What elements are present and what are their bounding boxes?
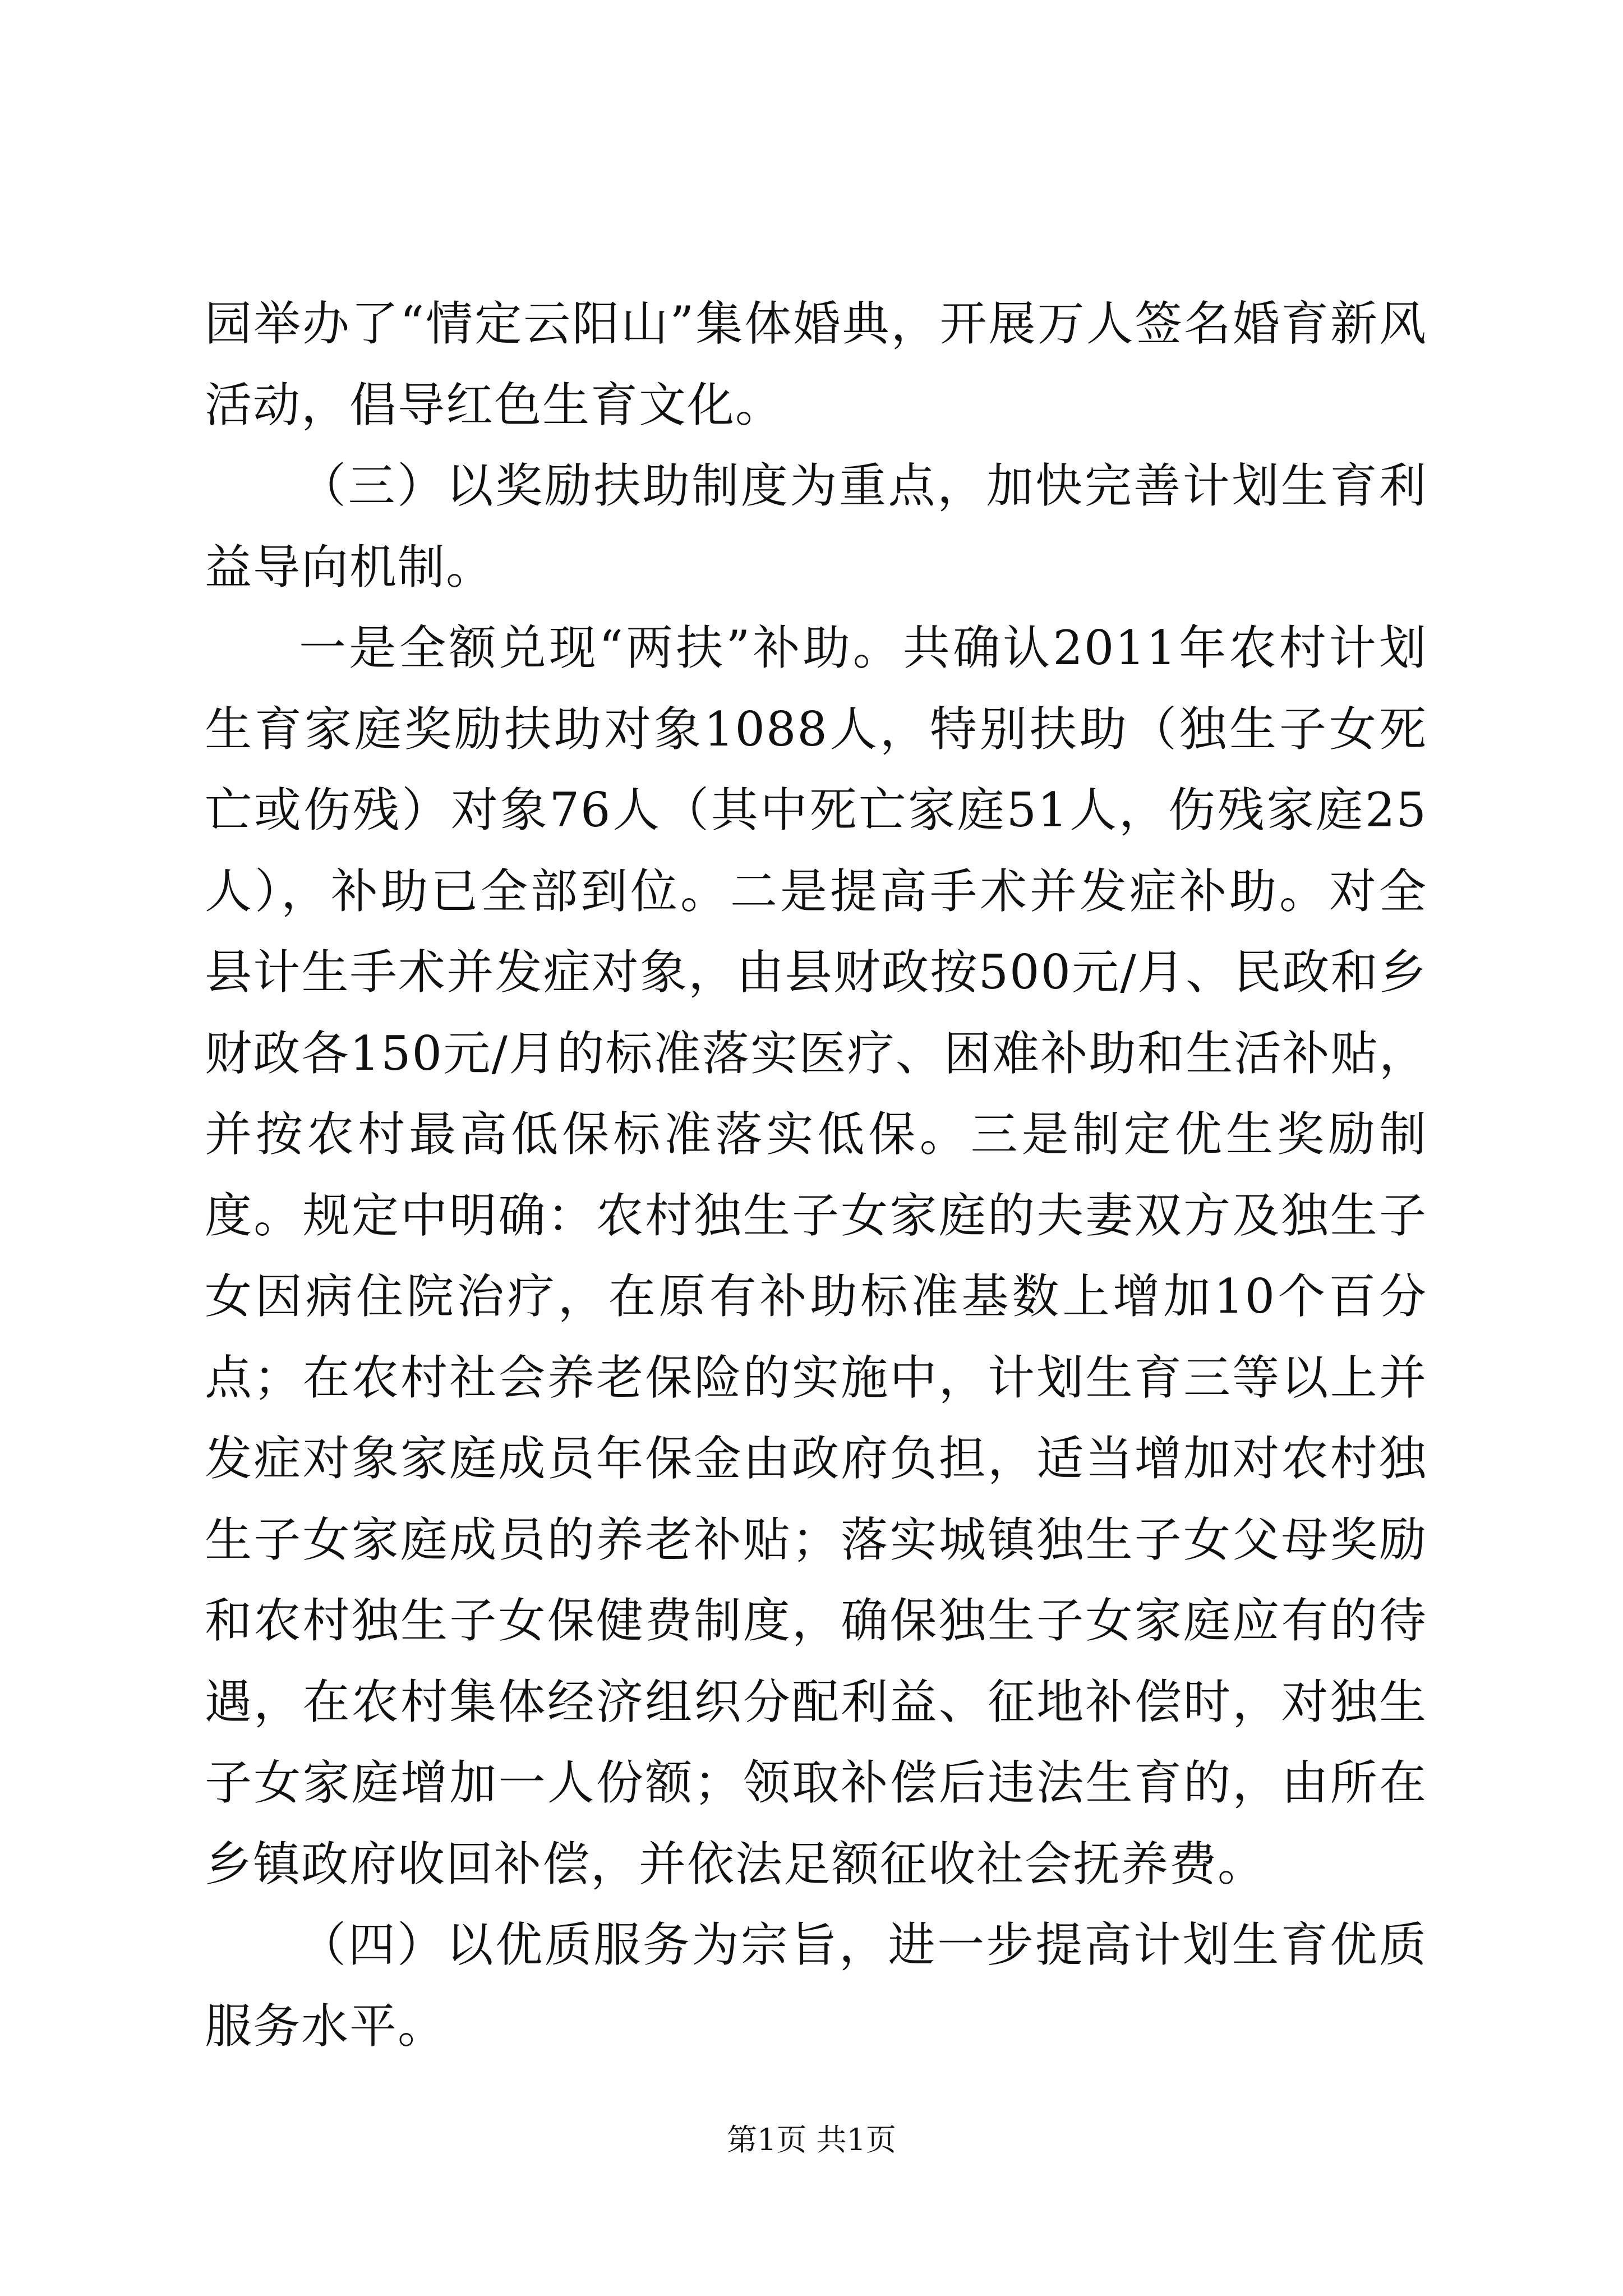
document-body xyxy=(205,283,1427,2067)
paragraph-continuation: 园举办了“情定云阳山”集体婚典，开展万人签名婚育新风活动，倡导红色生育文化。 xyxy=(205,296,1427,432)
paragraph-section-four-heading: （四）以优质服务为宗旨，进一步提高计划生育优质服务水平。 xyxy=(205,1917,1427,2054)
page-footer: 第1页 共1页 xyxy=(727,2122,896,2157)
paragraph-subsidy-details: 一是全额兑现“两扶”补助。共确认2011年农村计划生育家庭奖励扶助对象1088人，特别扶助（独生子女死亡或伤残）对象76人（其中死亡家庭51人，伤残家庭25人），补助已全部到位。二是提高手术并发症补助。对全县计生手术并发症对象，由县财政按500元/月、民政和乡财政各150元/月的标准落实医疗、困难补助和生活补贴，并按农村最高低保标准落实低保。三是制定优生奖励制度。规定中明确：农村独生子女家庭的夫妻双方及独生子女因病住院治疗，在原有补助标准基数上增加10个百分点；在农村社会养老保险的实施中，计划生育三等以上并发症对象家庭成员年保金由政府负担，适当增加对农村独生子女家庭成员的养老补贴；落实城镇独生子女父母奖励和农村独生子女保健费制度，确保独生子女家庭应有的待遇，在农村集体经济组织分配利益、征地补偿时，对独生子女家庭增加一人份额；领取补偿后违法生育的，由所在乡镇政府收回补偿，并依法足额征收社会抚养费。 xyxy=(205,620,1427,1892)
paragraph-section-three-heading: （三）以奖励扶助制度为重点，加快完善计划生育利益导向机制。 xyxy=(205,458,1427,595)
